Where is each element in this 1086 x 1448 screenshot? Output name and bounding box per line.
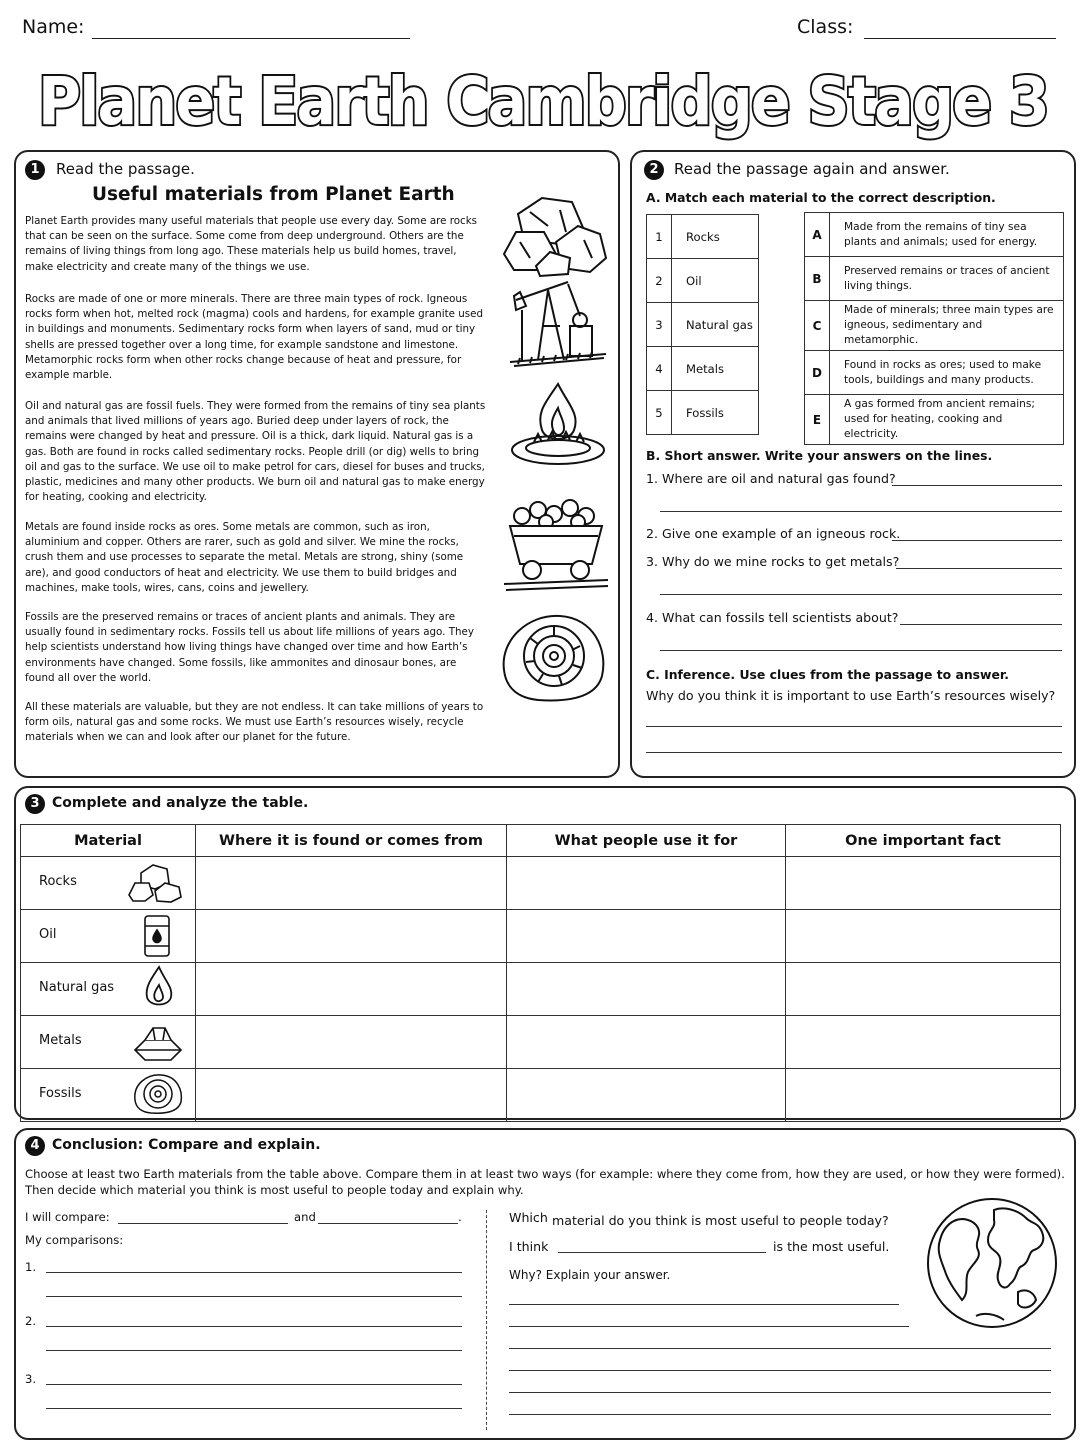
passage-paragraph: Planet Earth provides many useful materials that people use every day. Some are rocks that can be seen on the surface. Some come from deep underground. Others are the remains of living things from long ago. These materials help us build homes, travel, make electricity and create many of the things we use.	[25, 215, 478, 273]
passage-paragraph: All these materials are valuable, but they are not endless. It can take millions of years to form oils, natural gas and some rocks. We must use Earth’s resources wisely, recycle materials when we can and look after our planet for the future.	[25, 701, 484, 744]
description-letter: A	[805, 213, 830, 257]
passage-paragraph: Metals are found inside rocks as ores. Some metals are common, such as iron, aluminium and copper. Others are rarer, such as gold and silver. We mine the rocks, crush them and use processes to separate the metal. Metals are strong, shiny (some are), and good conductors of heat and electricity. We use them to build bridges and machines, make tools, wires, cans, coins and jewellery.	[25, 521, 464, 594]
ammonite-icon	[131, 1072, 185, 1116]
material-name: Metals	[672, 347, 759, 391]
passage-paragraph: Fossils are the preserved remains or traces of ancient plants and animals. They are usually found in sedimentary rocks. Fossils tell us about life millions of years ago. They help scientists understand how living things have changed over time and how Earth’s environments have changed. Some fossils, like ammonites and dinosaur bones, are found all over the world.	[25, 611, 474, 684]
row-label: Metals	[39, 1033, 82, 1048]
section-4-heading: Conclusion: Compare and explain.	[52, 1137, 321, 1153]
answer-cell[interactable]	[507, 963, 786, 1016]
material-cell	[21, 857, 196, 910]
comparison-line[interactable]	[46, 1384, 462, 1385]
description-letter: E	[805, 395, 830, 445]
comparison-number: 2.	[25, 1314, 37, 1328]
short-answer-question: 2. Give one example of an igneous rock.	[646, 526, 901, 541]
metal-ingots-icon	[131, 1020, 185, 1064]
description-row	[805, 351, 1064, 395]
comparison-line[interactable]	[46, 1350, 462, 1351]
description-text: Found in rocks as ores; used to make tools, buildings and many products.	[830, 351, 1064, 395]
description-row	[805, 395, 1064, 445]
answer-cell[interactable]	[196, 1069, 507, 1122]
rocks-icon	[500, 192, 610, 278]
part-c-instruction: C. Inference. Use clues from the passage to answer.	[646, 667, 1009, 682]
table-row	[21, 857, 1061, 910]
material-row	[647, 391, 759, 435]
short-answer-question: 3. Why do we mine rocks to get metals?	[646, 554, 900, 569]
material-cell	[21, 963, 196, 1016]
material-cell	[21, 1069, 196, 1122]
answer-cell[interactable]	[786, 963, 1061, 1016]
answer-cell[interactable]	[196, 1016, 507, 1069]
which-question: material do you think is most useful to people today?	[552, 1213, 889, 1228]
ammonite-fossil-icon	[498, 610, 610, 706]
answer-cell[interactable]	[196, 857, 507, 910]
short-answer-question: 4. What can fossils tell scientists about?	[646, 610, 899, 625]
i-think-label: I think	[509, 1239, 549, 1254]
description-text: Preserved remains or traces of ancient living things.	[830, 257, 1064, 301]
answer-line[interactable]	[646, 726, 1062, 727]
answer-line[interactable]	[896, 568, 1062, 569]
column-header: One important fact	[786, 825, 1061, 857]
material-row	[647, 215, 759, 259]
material-number: 3	[647, 303, 672, 347]
section-number: 1	[25, 160, 45, 180]
answer-cell[interactable]	[786, 857, 1061, 910]
material-name: Fossils	[672, 391, 759, 435]
materials-list	[646, 214, 759, 435]
description-text: Made from the remains of tiny sea plants and animals; used for energy.	[830, 213, 1064, 257]
answer-line[interactable]	[892, 485, 1062, 486]
column-header: Where it is found or comes from	[196, 825, 507, 857]
comparisons-label: My comparisons:	[25, 1233, 124, 1247]
worksheet-title	[0, 54, 1086, 144]
explain-line[interactable]	[509, 1326, 909, 1327]
description-text: A gas formed from ancient remains; used for heating, cooking and electricity.	[830, 395, 1064, 445]
answer-line[interactable]	[660, 511, 1062, 512]
table-row	[21, 1069, 1061, 1122]
material-name: Natural gas	[672, 303, 759, 347]
column-header: What people use it for	[507, 825, 786, 857]
explain-line[interactable]	[509, 1414, 1051, 1415]
row-label: Fossils	[39, 1086, 82, 1101]
material-name: Rocks	[672, 215, 759, 259]
passage-paragraph: Oil and natural gas are fossil fuels. They were formed from the remains of tiny sea plants and animals that lived millions of years ago. Buried deep under layers of rock, the remains were changed by heat and pressure. Oil is a thick, dark liquid. Natural gas is a gas. Both are found in rocks called sedimentary rocks. People drill (or dig) wells to bring oil and gas to the surface. We use oil to make petrol for cars, diesel for buses and trucks, plastic, medicines and many other products. We burn oil and natural gas to make energy for heating, cooking and electricity.	[25, 400, 486, 504]
part-b-instruction: B. Short answer. Write your answers on the lines.	[646, 448, 993, 463]
table-row	[21, 1016, 1061, 1069]
passage-title: Useful materials from Planet Earth	[92, 184, 455, 205]
answer-line[interactable]	[660, 650, 1062, 651]
section-3-heading: Complete and analyze the table.	[52, 795, 309, 811]
inference-question: Why do you think it is important to use Earth’s resources wisely?	[646, 688, 1056, 703]
section-1-heading: Read the passage.	[56, 160, 195, 178]
column-header: Material	[21, 825, 196, 857]
explain-line[interactable]	[509, 1348, 1051, 1349]
explain-line[interactable]	[509, 1370, 1051, 1371]
which-label: Which	[509, 1210, 548, 1225]
divider	[486, 1210, 487, 1430]
description-letter: C	[805, 301, 830, 351]
comparison-number: 3.	[25, 1372, 37, 1386]
name-label: Name:	[22, 16, 85, 38]
material-cell	[21, 910, 196, 963]
section-number: 4	[25, 1136, 45, 1156]
most-useful-label: is the most useful.	[773, 1239, 890, 1254]
table-row	[21, 963, 1061, 1016]
row-label: Natural gas	[39, 980, 115, 995]
comparison-line[interactable]	[46, 1296, 462, 1297]
row-label: Rocks	[39, 874, 77, 889]
period: .	[458, 1210, 462, 1224]
section-4-panel	[14, 1128, 1076, 1440]
answer-cell[interactable]	[786, 1016, 1061, 1069]
conclusion-instructions: Choose at least two Earth materials from the table above. Compare them in at least two ways (for example: where they come from, how they are used, or how they were formed). Then decide which material you think is most useful to people today and explain why.	[25, 1167, 1065, 1197]
answer-cell[interactable]	[196, 910, 507, 963]
description-row	[805, 213, 1064, 257]
section-2-heading: Read the passage again and answer.	[674, 160, 950, 178]
answer-cell[interactable]	[507, 1069, 786, 1122]
title-text: Planet Earth Cambridge Stage 3	[38, 63, 1048, 140]
and-label: and	[294, 1210, 316, 1224]
material-number: 1	[647, 215, 672, 259]
answer-cell[interactable]	[507, 910, 786, 963]
comparison-line[interactable]	[46, 1272, 462, 1273]
table-row	[21, 910, 1061, 963]
description-row	[805, 257, 1064, 301]
rocks-icon	[127, 861, 183, 903]
description-text: Made of minerals; three main types are igneous, sedimentary and metamorphic.	[830, 301, 1064, 351]
material-row	[647, 347, 759, 391]
explain-line[interactable]	[509, 1392, 1051, 1393]
material-cell	[21, 1016, 196, 1069]
part-a-instruction: A. Match each material to the correct description.	[646, 190, 996, 205]
answer-cell[interactable]	[507, 857, 786, 910]
class-label: Class:	[797, 16, 854, 38]
class-field[interactable]	[864, 38, 1056, 39]
answer-cell[interactable]	[786, 1069, 1061, 1122]
material-number: 2	[647, 259, 672, 303]
material-number: 4	[647, 347, 672, 391]
answer-cell[interactable]	[786, 910, 1061, 963]
material-name: Oil	[672, 259, 759, 303]
answer-line[interactable]	[660, 594, 1062, 595]
answer-cell[interactable]	[507, 1016, 786, 1069]
comparison-number: 1.	[25, 1260, 37, 1274]
oil-pump-icon	[508, 276, 608, 368]
compare-material-2-field[interactable]	[318, 1223, 458, 1224]
why-label: Why? Explain your answer.	[509, 1268, 671, 1282]
section-1-panel	[14, 150, 620, 778]
descriptions-list	[804, 212, 1064, 445]
row-label: Oil	[39, 927, 57, 942]
material-number: 5	[647, 391, 672, 435]
flame-icon	[139, 965, 179, 1013]
compare-material-1-field[interactable]	[118, 1223, 288, 1224]
globe-icon	[922, 1192, 1062, 1334]
material-row	[647, 303, 759, 347]
explain-line[interactable]	[509, 1304, 899, 1305]
section-number: 2	[644, 160, 664, 180]
section-number: 3	[25, 794, 45, 814]
passage-paragraph: Rocks are made of one or more minerals. There are three main types of rock. Igneous rocks form when hot, melted rock (magma) cools and hardens, for example granite used in buildings and monuments. Sedimentary rocks form when layers of sand, mud or tiny shells are pressed together over a long time, for example sandstone and limestone. Metamorphic rocks form when other rocks change because of heat and pressure, for example marble.	[25, 293, 483, 382]
materials-table	[20, 824, 1061, 1122]
answer-cell[interactable]	[196, 963, 507, 1016]
comparison-line[interactable]	[46, 1326, 462, 1327]
description-letter: B	[805, 257, 830, 301]
compare-label: I will compare:	[25, 1210, 110, 1224]
section-3-panel	[14, 786, 1076, 1120]
short-answer-question: 1. Where are oil and natural gas found?	[646, 471, 896, 486]
mine-cart-icon	[502, 496, 610, 594]
material-row	[647, 259, 759, 303]
table-header-row	[21, 825, 1061, 857]
answer-line[interactable]	[892, 540, 1062, 541]
oil-barrel-icon	[139, 912, 175, 960]
answer-line[interactable]	[646, 752, 1062, 753]
answer-line[interactable]	[900, 624, 1062, 625]
gas-flame-icon	[506, 380, 612, 468]
section-2-panel	[630, 150, 1076, 778]
comparison-line[interactable]	[46, 1408, 462, 1409]
name-field[interactable]	[92, 38, 410, 39]
description-letter: D	[805, 351, 830, 395]
most-useful-field[interactable]	[558, 1252, 766, 1253]
description-row	[805, 301, 1064, 351]
